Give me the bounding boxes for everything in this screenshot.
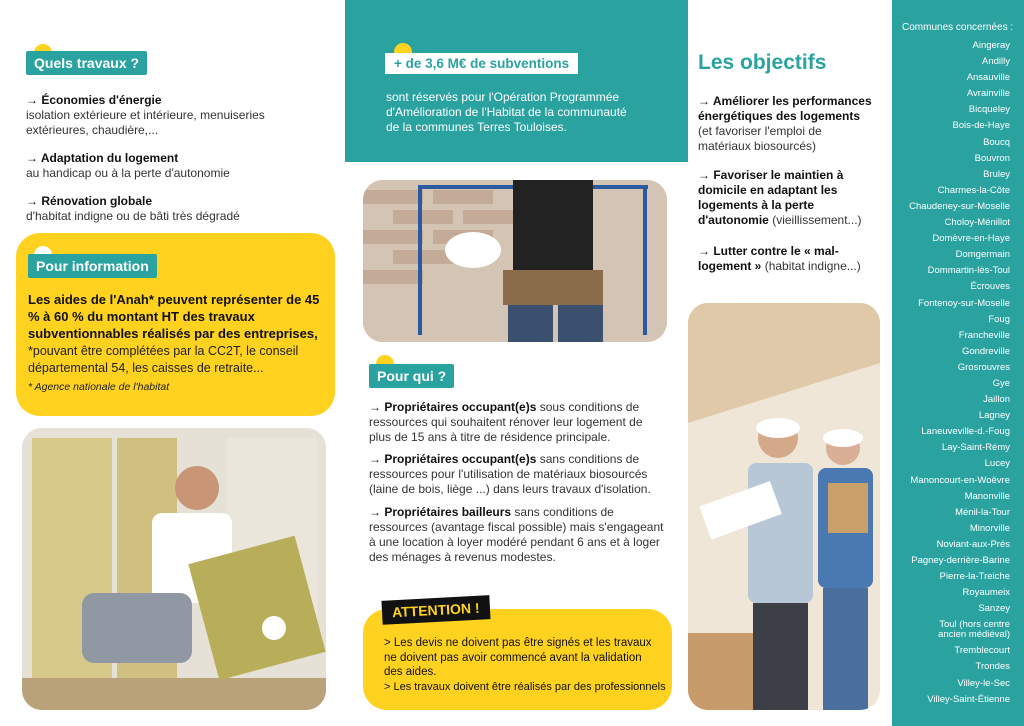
photo-insulation-worker	[22, 428, 326, 710]
info-note: * Agence nationale de l'habitat	[28, 381, 170, 393]
architects-illustration	[688, 303, 880, 710]
commune-item: Domgermain	[955, 249, 1010, 261]
commune-item: Sanzey	[978, 603, 1010, 615]
commune-item: Boucq	[983, 136, 1010, 148]
commune-item: Toul (hors centre ancien médiéval)	[938, 619, 1010, 641]
qui-title: Pour qui ?	[369, 364, 454, 388]
qui-item-bold: → Propriétaires occupant(e)s	[369, 452, 537, 466]
commune-item: Ansauville	[966, 72, 1010, 84]
objectif-item-text: (vieillissement...)	[768, 213, 862, 227]
travaux-item-title: → Rénovation globale	[26, 194, 153, 208]
commune-item: Pierre-la-Treiche	[939, 571, 1010, 583]
info-normal-text: *pouvant être complétées par la CC2T, le conseil départemental 54, les caisses de retraite...	[28, 344, 299, 375]
commune-item: Gye	[992, 377, 1010, 389]
commune-item: Andilly	[982, 56, 1010, 68]
insulation-illustration	[22, 428, 326, 710]
commune-item: Écrouves	[970, 281, 1010, 293]
travaux-item-desc: d'habitat indigne ou de bâti très dégradé	[26, 209, 240, 223]
commune-item: Lucey	[984, 458, 1010, 470]
photo-worker-tools	[363, 180, 667, 342]
commune-item: Villey-Saint-Étienne	[927, 693, 1010, 705]
qui-item-2	[369, 452, 664, 497]
commune-item: Minorville	[969, 522, 1010, 534]
commune-item: Laneuveville-d.-Foug	[921, 426, 1010, 438]
commune-item: Aingeray	[972, 40, 1010, 51]
commune-item: Royaumeix	[962, 587, 1010, 599]
commune-item: Bois-de-Haye	[952, 120, 1010, 132]
travaux-item-desc: isolation extérieure et intérieure, menuiseries extérieures, chaudière,...	[26, 108, 265, 137]
commune-item: Manoncourt-en-Woëvre	[910, 474, 1010, 486]
commune-item: Pagney-derrière-Barine	[911, 555, 1010, 566]
commune-item: Lay-Saint-Rémy	[941, 442, 1010, 454]
communes-title: Communes concernées :	[902, 22, 1014, 33]
commune-item: Francheville	[958, 329, 1010, 341]
photo-architects	[688, 303, 880, 710]
commune-item: Charmes-la-Côte	[937, 184, 1010, 196]
commune-item: Villey-le-Sec	[957, 677, 1010, 689]
commune-item: Dommartin-lès-Toul	[927, 265, 1010, 277]
commune-item: Jaillon	[983, 394, 1010, 406]
objectif-item-bold: → Favoriser le maintien à domicile en adaptant les logements à la perte d'autonomie	[698, 168, 844, 227]
commune-item: Trondes	[975, 661, 1010, 673]
travaux-item-1	[26, 93, 326, 138]
qui-item-text: sans conditions de ressources pour l'utilisation de matériaux biosourcés (laine de bois, liège ...) dans leurs travaux d'isolation.	[369, 452, 651, 496]
qui-item-3	[369, 505, 664, 565]
travaux-item-title: → Économies d'énergie	[26, 93, 162, 107]
attention-text-2: > Les travaux doivent être réalisés par des professionnels	[384, 681, 666, 693]
info-bold-text: Les aides de l'Anah* peuvent représenter de 45 % à 60 % du montant HT des travaux subventionnables réalisés par des entreprises,	[28, 292, 320, 341]
subventions-title: + de 3,6 M€ de subventions	[385, 53, 578, 74]
communes-list	[909, 38, 1010, 708]
commune-item: Noviant-aux-Prés	[936, 538, 1010, 550]
objectif-item-text: (et favoriser l'emploi de matériaux biosourcés)	[698, 124, 822, 153]
commune-item: Foug	[988, 313, 1010, 325]
subventions-text: sont réservés pour l'Opération Programmée d'Amélioration de l'Habitat de la communauté de la communes Terres Touloises.	[386, 90, 627, 134]
commune-item: Chaudeney-sur-Moselle	[909, 200, 1010, 212]
attention-title: ATTENTION !	[381, 595, 490, 625]
commune-item: Ménil-la-Tour	[955, 506, 1010, 518]
commune-item: Grosrouvres	[957, 361, 1010, 373]
travaux-item-title: → Adaptation du logement	[26, 151, 179, 165]
objectif-item-1	[698, 94, 874, 154]
subventions-panel	[345, 0, 688, 162]
travaux-title: Quels travaux ?	[26, 51, 147, 75]
attention-text-1: > Les devis ne doivent pas être signés et les travaux ne doivent pas avoir commencé avant la validation des aides.	[384, 637, 652, 678]
objectif-item-2	[698, 168, 874, 228]
travaux-item-desc: au handicap ou à la perte d'autonomie	[26, 166, 230, 180]
qui-item-text: sous conditions de ressources qui souhaitent rénover leur logement de plus de 15 ans à titre de résidence principale.	[369, 400, 643, 444]
commune-item: Lagney	[978, 410, 1010, 422]
info-title: Pour information	[28, 254, 157, 278]
commune-item: Manonville	[964, 490, 1010, 502]
objectif-item-bold: → Améliorer les performances énergétiques des logements	[698, 94, 872, 123]
objectif-item-text: (habitat indigne...)	[761, 259, 861, 273]
qui-item-text: sans conditions de ressources (avantage fiscal possible) mais s'engageant à une location à loyer modéré pendant 6 ans et à loger des ménages à revenus modestes.	[369, 505, 664, 564]
objectifs-title: Les objectifs	[698, 51, 827, 74]
commune-item: Bruley	[983, 168, 1010, 180]
commune-item: Domèvre-en-Haye	[932, 233, 1010, 245]
commune-item: Bicqueley	[968, 104, 1010, 116]
travaux-item-2	[26, 151, 326, 181]
qui-item-bold: → Propriétaires occupant(e)s	[369, 400, 537, 414]
travaux-item-3	[26, 194, 326, 224]
objectif-item-3	[698, 244, 874, 274]
commune-item: Fontenoy-sur-Moselle	[918, 297, 1010, 309]
commune-item: Tremblecourt	[954, 645, 1010, 657]
qui-item-1	[369, 400, 664, 445]
worker-illustration	[363, 180, 667, 342]
qui-item-bold: → Propriétaires bailleurs	[369, 505, 512, 519]
commune-item: Bouvron	[974, 152, 1010, 164]
commune-item: Avrainville	[966, 88, 1010, 100]
commune-item: Gondreville	[961, 345, 1010, 357]
objectif-item-bold: → Lutter contre le « mal-logement »	[698, 244, 839, 273]
commune-item: Choloy-Ménillot	[944, 217, 1010, 229]
